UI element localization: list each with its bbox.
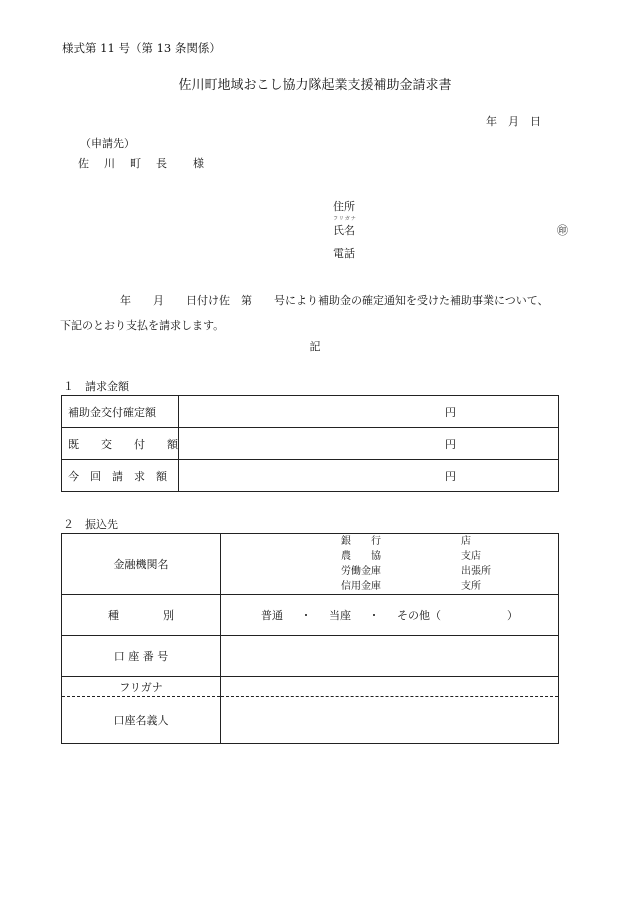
bank-type-option: 労働金庫 [341,565,381,577]
account-type-options[interactable]: 普通 ・ 当座 ・ その他（ ） [221,595,559,636]
table-row [62,677,559,697]
mayor-title: 佐 川 町 長 [78,157,169,170]
bank-type-option: 信用金庫 [341,580,381,592]
name-label: 氏名 [333,224,355,237]
branch-type-option: 店 [461,535,471,547]
addressee-mayor [78,155,206,171]
table-row [62,595,559,636]
account-holder-label: 口座名義人 [62,697,221,744]
branch-type-option: 出張所 [461,565,491,577]
row-label: 補助金交付確定額 [62,396,179,428]
account-holder-cell[interactable] [221,697,559,744]
furigana-label: フリガナ [62,677,221,697]
branch-type-option: 支店 [461,550,481,562]
branch-type-option: 支所 [461,580,481,592]
request-text-line1: 年 月 日付け佐 第 号により補助金の確定通知を受けた補助事業について、 [120,294,549,307]
honorific-sama: 様 [193,157,206,170]
amount-cell[interactable]: 円 [179,428,559,460]
account-type-label: 種 別 [62,595,221,636]
section2-heading: ２ 振込先 [63,518,118,531]
amount-cell[interactable]: 円 [179,396,559,428]
account-number-label: 口 座 番 号 [62,636,221,677]
phone-label: 電話 [333,247,355,260]
applicant-to-label: （申請先） [80,137,135,150]
bank-name-cell[interactable] [221,534,559,595]
name-field [333,216,357,238]
furigana-cell[interactable] [221,677,559,697]
bank-type-option: 銀 行 [341,535,381,547]
request-text-line2: 下記のとおり支払を請求します。 [60,319,225,332]
date-line: 年 月 日 [486,115,541,128]
table-row [62,428,559,460]
account-number-cell[interactable] [221,636,559,677]
transfer-table [61,533,559,744]
section1-heading: １ 請求金額 [63,380,129,393]
table-row [62,396,559,428]
row-label: 今 回 請 求 額 [62,460,179,492]
form-number: 様式第 11 号（第 13 条関係） [62,41,221,55]
ki-heading: 記 [309,340,321,353]
table-row [62,460,559,492]
table-row [62,534,559,595]
amount-table [61,395,559,492]
bank-name-label: 金融機関名 [62,534,221,595]
document-title: 佐川町地域おこし協力隊起業支援補助金請求書 [178,78,452,93]
bank-options [341,535,558,594]
address-label: 住所 [333,200,355,213]
table-row [62,636,559,677]
bank-type-option: 農 協 [341,550,381,562]
seal-mark: ㊞ [557,224,568,237]
table-row [62,697,559,744]
row-label: 既 交 付 額 [62,428,179,460]
name-furigana: フリガナ [333,216,357,222]
amount-cell[interactable]: 円 [179,460,559,492]
